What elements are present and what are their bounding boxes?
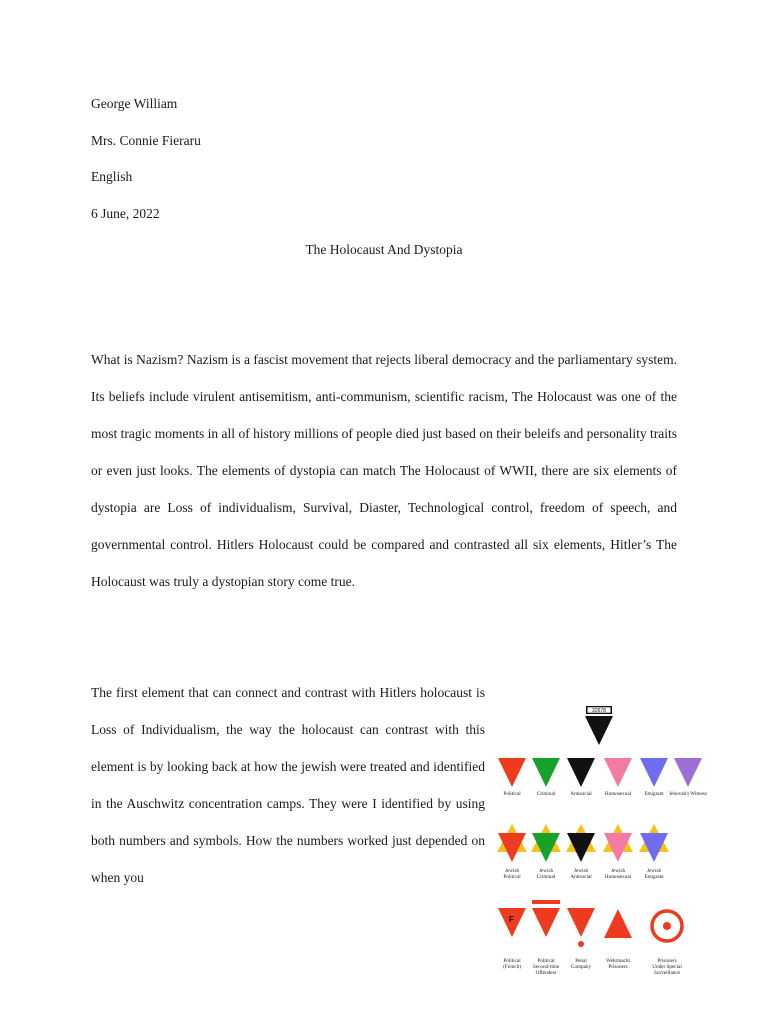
paragraph-intro: What is Nazism? Nazism is a fascist movement that rejects liberal democracy and the parliamentary system. Its beliefs include virulent antisemitism, anti-communism, scientific racism, The Holocaust was one of the most tragic moments in all of history millions of people died just based on their beleifs and personality traits or even just looks. The elements of dystopia can match The Holocaust of WWII, there are six elements of dystopia are Loss of individualism, Survival, Diaster, Technological control, freedom of speech, and governmental control. Hitlers Holocaust could be compared and contrasted all six elements, Hitler’s The Holocaust was truly a dystopian story come true. bbox=[91, 352, 677, 589]
label-line: Offenders bbox=[535, 970, 557, 976]
blue-triangle-icon bbox=[640, 758, 668, 787]
label-line: Jewish bbox=[610, 868, 626, 874]
label-line: Political bbox=[503, 958, 521, 964]
green-triangle-icon bbox=[532, 758, 560, 787]
red-dot-icon bbox=[578, 941, 584, 947]
target-dot-icon bbox=[663, 922, 671, 930]
label-line: Emigrant bbox=[644, 874, 664, 880]
label-political-french bbox=[503, 958, 521, 970]
label-line: Jewish bbox=[538, 868, 554, 874]
red-bar-icon bbox=[532, 900, 560, 904]
red-up-triangle-icon bbox=[604, 909, 632, 938]
label-homosexual: Homosexual bbox=[604, 791, 632, 797]
student-name: George William bbox=[91, 96, 178, 111]
label-line: Jewish bbox=[646, 868, 662, 874]
label-line: Political bbox=[537, 958, 555, 964]
course-name: English bbox=[91, 169, 133, 184]
label-line: Jewish bbox=[504, 868, 520, 874]
label-line: Political bbox=[503, 874, 521, 880]
label-special-surveillance bbox=[652, 958, 682, 976]
label-political: Political bbox=[503, 791, 521, 797]
label-line: Under Special bbox=[652, 964, 682, 970]
label-political-second-time bbox=[533, 958, 560, 976]
red-triangle-icon bbox=[498, 758, 526, 787]
black-triangle-icon bbox=[585, 716, 613, 745]
red-triangle-icon bbox=[567, 908, 595, 937]
label-line: Second-time bbox=[532, 964, 560, 970]
teacher-name: Mrs. Connie Fieraru bbox=[91, 133, 201, 148]
date: 6 June, 2022 bbox=[91, 206, 160, 221]
label-line: Penal bbox=[575, 958, 587, 964]
label-jewish-homosexual bbox=[605, 868, 632, 880]
red-triangle-icon bbox=[532, 908, 560, 937]
purple-triangle-icon bbox=[674, 758, 702, 787]
label-line: Prisoners bbox=[657, 958, 677, 964]
label-antisocial: Antisocial bbox=[570, 791, 592, 797]
prisoner-number-badge bbox=[585, 706, 613, 745]
label-jewish-antisocial bbox=[570, 868, 592, 880]
label-line: Wehrmacht bbox=[606, 958, 630, 964]
label-jewish-criminal bbox=[537, 868, 556, 880]
label-line: Criminal bbox=[536, 874, 556, 880]
camp-badge-chart bbox=[492, 700, 712, 984]
label-penal-company bbox=[571, 958, 592, 970]
pink-triangle-icon bbox=[604, 758, 632, 787]
label-line: (French) bbox=[503, 964, 521, 970]
label-wehrmacht-prisoners bbox=[606, 958, 630, 970]
label-line: Homosexual bbox=[604, 874, 632, 880]
label-criminal: Criminal bbox=[536, 791, 556, 797]
label-emigrant: Emigrant bbox=[644, 791, 664, 797]
label-line: Company bbox=[570, 964, 592, 970]
essay-title: The Holocaust And Dystopia bbox=[305, 242, 463, 257]
black-triangle-icon bbox=[567, 758, 595, 787]
label-line: Prisoners bbox=[608, 964, 628, 970]
label-line: Antisocial bbox=[570, 874, 592, 880]
label-jewish-emigrant bbox=[644, 868, 664, 880]
french-letter: F bbox=[509, 915, 514, 924]
label-jehovahs-witness: Jehovah's Witness bbox=[669, 791, 707, 797]
prisoner-number: 32678 bbox=[592, 707, 606, 714]
label-line: Jewish bbox=[573, 868, 589, 874]
label-jewish-political bbox=[503, 868, 521, 880]
paragraph-first-element: The first element that can connect and contrast with Hitlers holocaust is Loss of Individualism, the way the holocaust can contrast with this element is by looking back at how the jewish were treated and identified in the Auschwitz concentration camps. They were I identified by using both numbers and symbols. How the numbers worked just depended on when you bbox=[91, 685, 485, 885]
label-line: Surveillance bbox=[654, 970, 680, 976]
